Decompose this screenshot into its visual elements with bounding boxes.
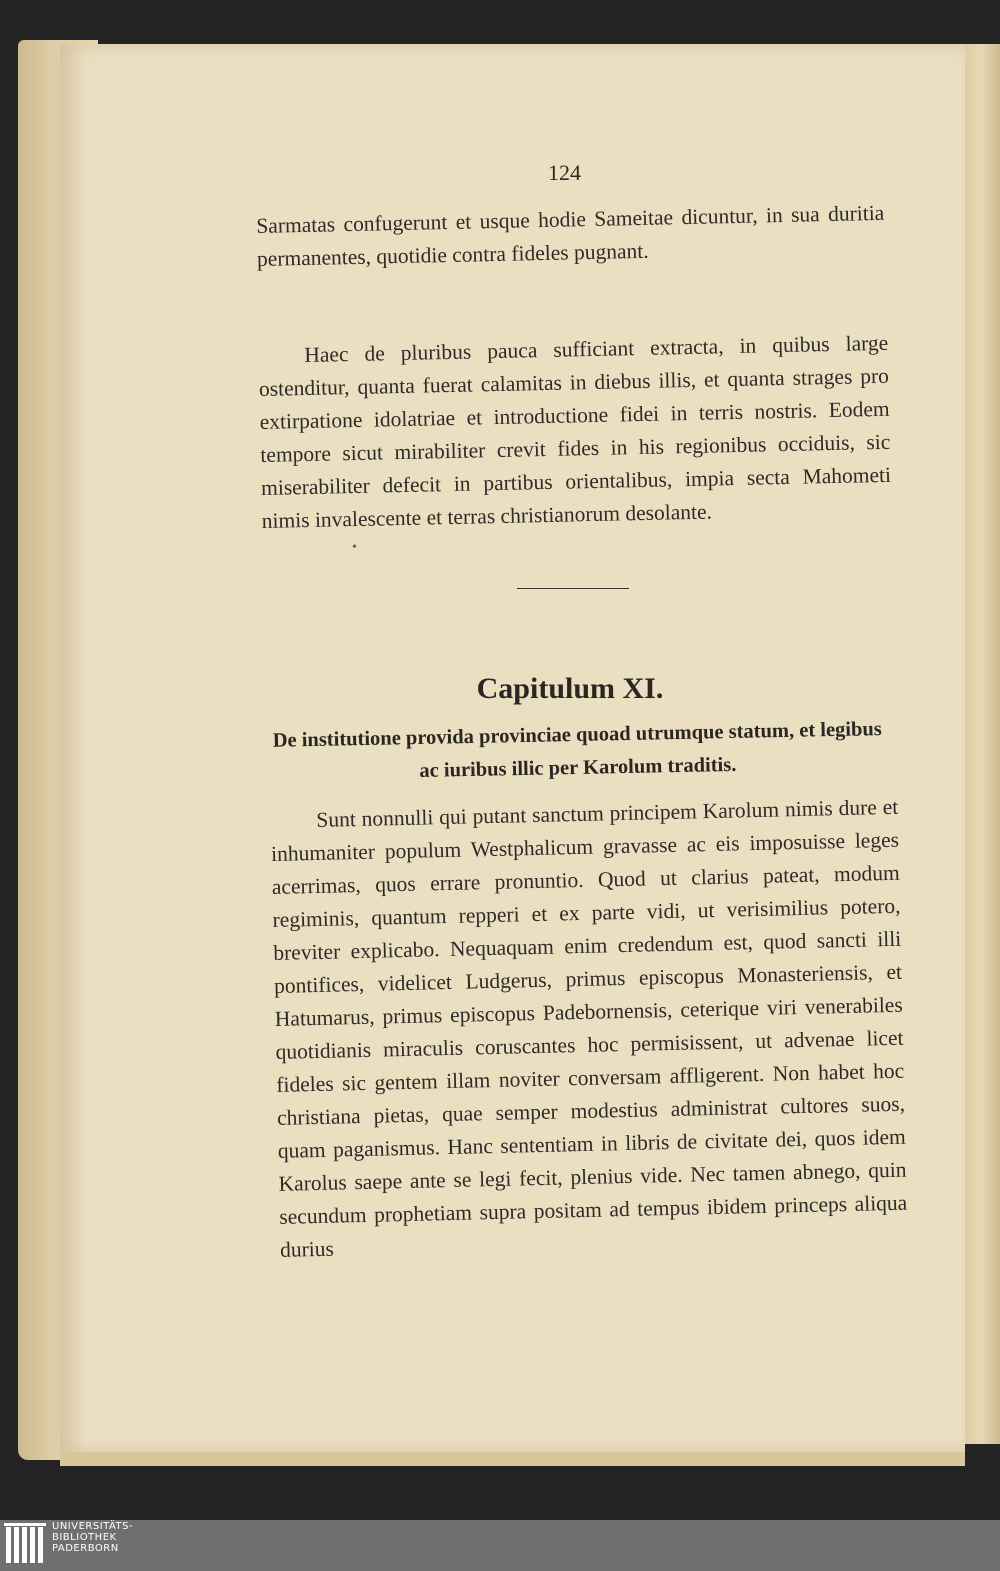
paragraph-one <box>256 197 885 276</box>
paragraph-three <box>270 791 908 1267</box>
paragraph-two <box>258 327 892 538</box>
library-name-line-3: PADERBORN <box>52 1543 119 1554</box>
footer-band <box>0 1520 1000 1571</box>
library-name-line-1: UNIVERSITÄTS- <box>52 1521 134 1532</box>
ink-speck: • <box>352 540 357 555</box>
chapter-subtitle: De institutione provida provinciae quoad utrumque statum, et legibus ac iuribus illic per Karolum traditis. <box>272 718 882 782</box>
paragraph-one-text: Sarmatas confugerunt et usque hodie Sameitae dicuntur, in sua duritia permanentes, quotidie contra fideles pugnant. <box>256 200 885 271</box>
library-name-line-2: BIBLIOTHEK <box>52 1532 117 1543</box>
library-name <box>52 1521 133 1554</box>
page-bottom-edge <box>60 1452 965 1466</box>
library-logo-icon <box>4 1521 48 1567</box>
page-number: 124 <box>548 160 581 185</box>
paragraph-two-text: Haec de pluribus pauca sufficiant extracta, in quibus large ostenditur, quanta fuerat calamitas in diebus illis, et quanta strages pro extirpatione idolatriae et introductione fidei in terris nostris. Eodem tempore sicut mirabiliter crevit fides in his regionibus occiduis, sic miserabiliter defecit in partibus orientalibus, impia secta Mahometi nimis invalescente et terras christianorum desolante. <box>258 330 892 533</box>
section-divider <box>517 588 629 589</box>
chapter-title: Capitulum XI. <box>476 672 664 705</box>
paragraph-three-text: Sunt nonnulli qui putant sanctum principem Karolum nimis dure et inhumaniter populum Westphalicum gravasse ac eis imposuisse leges acerrimas, quos errare pronuntio. Quod ut clarius pateat, modum regiminis, quantum repperi et ex parte vidi, ut verisimilius potero, breviter explicabo. Nequaquam enim credendum est, quod sancti illi pontifices, videlicet Ludgerus, primus episcopus Monasteriensis, et Hatumarus, primus episcopus Padebornensis, ceterique viri venerabiles quotidianis miraculis coruscantes hoc permisissent, ut advenae licet fideles sic gentem illam noviter conversam affligerent. Non habet hoc christiana pietas, quae semper modestius administrat cultores suos, quam paganismus. Hanc sententiam in libris de civitate dei, quos idem Karolus saepe ante se legi fecit, plenius vide. Nec tamen abnego, quin secundum prophetiam supra positam ad tempus ibidem princeps aliqua durius <box>270 794 908 1262</box>
